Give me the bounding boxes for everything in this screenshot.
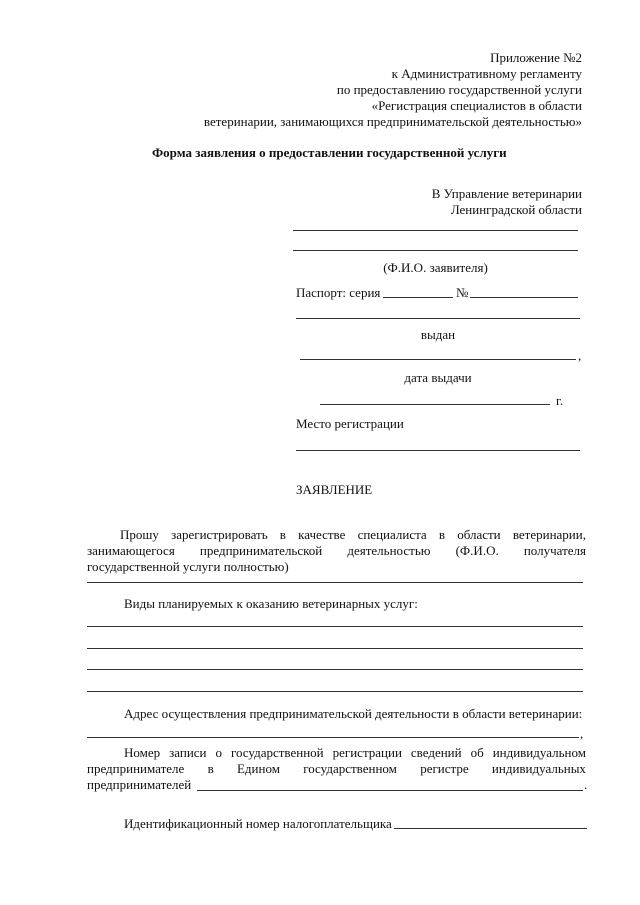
request-word: в bbox=[279, 527, 286, 542]
passport-number-label: № bbox=[456, 285, 469, 300]
request-word: (Ф.И.О. bbox=[455, 543, 499, 558]
request-word: качестве bbox=[298, 527, 346, 542]
issue-date-field[interactable] bbox=[320, 404, 550, 405]
passport-extra-line[interactable] bbox=[296, 318, 580, 319]
request-word: области bbox=[457, 527, 501, 542]
record-word: индивидуальных bbox=[491, 761, 586, 776]
registration-label: Место регистрации bbox=[296, 416, 404, 431]
passport-series-field[interactable] bbox=[383, 297, 453, 298]
request-word: ветеринарии, bbox=[512, 527, 586, 542]
services-field-line-3[interactable] bbox=[87, 669, 583, 670]
applicant-fio-caption: (Ф.И.О. заявителя) bbox=[383, 260, 488, 275]
services-field-line-2[interactable] bbox=[87, 648, 583, 649]
statement-title: ЗАЯВЛЕНИЕ bbox=[296, 482, 373, 497]
record-number-field[interactable] bbox=[197, 790, 583, 791]
request-word: предпринимательской bbox=[199, 543, 323, 558]
request-line-1 bbox=[120, 527, 586, 543]
request-line-3: государственной услуги полностью) bbox=[87, 559, 289, 574]
services-label: Виды планируемых к оказанию ветеринарных услуг: bbox=[124, 596, 418, 611]
address-comma: , bbox=[580, 726, 584, 741]
address-label: Адрес осуществления предпринимательской деятельности в области ветеринарии: bbox=[124, 706, 583, 721]
record-line-3: предпринимателей bbox=[87, 777, 192, 792]
record-word: записи bbox=[169, 745, 207, 760]
request-word: в bbox=[438, 527, 446, 542]
request-line-2 bbox=[87, 543, 586, 559]
services-field-line-4[interactable] bbox=[87, 691, 583, 692]
request-word: деятельностью bbox=[347, 543, 431, 558]
record-word: регистрации bbox=[332, 745, 402, 760]
request-word: специалиста bbox=[357, 527, 427, 542]
record-word: сведений bbox=[410, 745, 462, 760]
issue-date-label: дата выдачи bbox=[404, 370, 472, 385]
issued-by-label: выдан bbox=[420, 327, 456, 342]
record-line-1 bbox=[124, 745, 586, 761]
record-word: о bbox=[215, 745, 222, 760]
record-word: государственной bbox=[230, 745, 324, 760]
request-word: зарегистрировать bbox=[171, 527, 268, 542]
appendix-service-name: «Регистрация специалистов в области bbox=[371, 98, 582, 113]
inn-label: Идентификационный номер налогоплательщика bbox=[124, 816, 392, 831]
request-word: Прошу bbox=[120, 527, 159, 542]
appendix-number: Приложение №2 bbox=[490, 50, 582, 65]
addressee-line-1: В Управление ветеринарии bbox=[431, 186, 582, 201]
record-word: Номер bbox=[124, 745, 161, 760]
record-line-2 bbox=[87, 761, 586, 777]
applicant-name-line-1[interactable] bbox=[293, 230, 578, 231]
inn-field[interactable] bbox=[394, 828, 587, 829]
request-word: занимающегося bbox=[87, 543, 175, 558]
applicant-name-line-2[interactable] bbox=[293, 250, 578, 251]
record-word: в bbox=[207, 761, 214, 776]
request-word: получателя bbox=[523, 543, 586, 558]
appendix-reference: к Административному регламенту bbox=[391, 66, 582, 81]
record-word: индивидуальном bbox=[492, 745, 586, 760]
address-field[interactable] bbox=[87, 737, 579, 738]
record-word: об bbox=[470, 745, 484, 760]
form-title: Форма заявления о предоставлении государственной услуги bbox=[152, 145, 507, 160]
issued-by-field[interactable] bbox=[300, 359, 576, 360]
issued-by-comma: , bbox=[578, 348, 582, 363]
services-field-line-1[interactable] bbox=[87, 626, 583, 627]
addressee-line-2: Ленинградской области bbox=[450, 202, 582, 217]
record-word: государственном bbox=[303, 761, 397, 776]
appendix-service: по предоставлению государственной услуги bbox=[336, 82, 582, 97]
passport-number-field[interactable] bbox=[470, 297, 578, 298]
passport-series-label: Паспорт: серия bbox=[296, 285, 381, 300]
record-word: Едином bbox=[236, 761, 280, 776]
issue-date-year-suffix: г. bbox=[556, 393, 564, 408]
record-period: . bbox=[584, 777, 588, 792]
registration-field[interactable] bbox=[296, 450, 580, 451]
recipient-fio-field[interactable] bbox=[87, 582, 583, 583]
appendix-service-name-cont: ветеринарии, занимающихся предпринимательской деятельностью» bbox=[203, 114, 582, 129]
record-word: регистре bbox=[420, 761, 469, 776]
record-word: предпринимателе bbox=[87, 761, 185, 776]
